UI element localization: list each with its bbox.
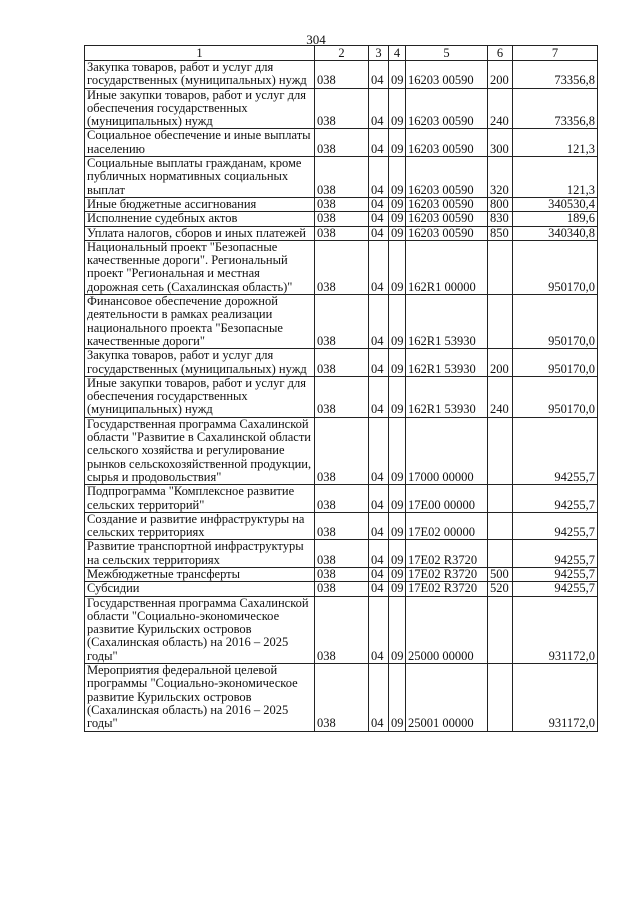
expense-type-cell [488,485,513,513]
target-article-cell: 17Е00 00000 [406,485,488,513]
section-code-cell: 04 [369,197,389,211]
expense-type-cell: 240 [488,376,513,417]
amount-cell: 950170,0 [513,376,598,417]
amount-cell: 94255,7 [513,567,598,581]
target-article-cell: 25000 00000 [406,596,488,663]
target-article-cell: 25001 00000 [406,664,488,731]
row-name-cell: Исполнение судебных актов [85,212,315,226]
target-article-cell: 17Е02 R3720 [406,540,488,568]
row-name-cell: Уплата налогов, сборов и иных платежей [85,226,315,240]
section-code-cell: 04 [369,349,389,377]
row-name-cell: Подпрограмма "Комплексное развитие сельских территорий" [85,485,315,513]
target-article-cell: 162R1 53930 [406,295,488,349]
header-cell: 2 [315,46,369,61]
expense-type-cell [488,240,513,294]
table-row [85,88,598,129]
expense-type-cell: 830 [488,212,513,226]
section-code-cell: 04 [369,567,389,581]
target-article-cell: 17Е02 R3720 [406,582,488,596]
amount-cell: 121,3 [513,157,598,198]
budget-table [84,45,598,732]
expense-type-cell: 300 [488,129,513,157]
row-name-cell: Социальное обеспечение и иные выплаты населению [85,129,315,157]
target-article-cell: 16203 00590 [406,61,488,89]
target-article-cell: 162R1 00000 [406,240,488,294]
table-row [85,212,598,226]
subsection-code-cell: 09 [389,567,406,581]
table-row [85,349,598,377]
section-code-cell: 04 [369,540,389,568]
row-name-cell: Субсидии [85,582,315,596]
target-article-cell: 16203 00590 [406,157,488,198]
table-body [85,61,598,732]
table-row [85,226,598,240]
ministry-code-cell: 038 [315,88,369,129]
subsection-code-cell: 09 [389,596,406,663]
amount-cell: 931172,0 [513,664,598,731]
header-row [85,46,598,61]
section-code-cell: 04 [369,212,389,226]
amount-cell: 950170,0 [513,349,598,377]
subsection-code-cell: 09 [389,88,406,129]
ministry-code-cell: 038 [315,295,369,349]
ministry-code-cell: 038 [315,61,369,89]
row-name-cell: Финансовое обеспечение дорожной деятельности в рамках реализации национального проекта "Безопасные качественные дороги" [85,295,315,349]
subsection-code-cell: 09 [389,376,406,417]
table-row [85,485,598,513]
section-code-cell: 04 [369,240,389,294]
table-row [85,512,598,540]
amount-cell: 73356,8 [513,61,598,89]
amount-cell: 94255,7 [513,417,598,484]
ministry-code-cell: 038 [315,540,369,568]
subsection-code-cell: 09 [389,129,406,157]
target-article-cell: 16203 00590 [406,129,488,157]
subsection-code-cell: 09 [389,197,406,211]
ministry-code-cell: 038 [315,376,369,417]
section-code-cell: 04 [369,88,389,129]
amount-cell: 73356,8 [513,88,598,129]
expense-type-cell [488,596,513,663]
row-name-cell: Иные бюджетные ассигнования [85,197,315,211]
expense-type-cell [488,417,513,484]
section-code-cell: 04 [369,157,389,198]
subsection-code-cell: 09 [389,417,406,484]
table-row [85,197,598,211]
subsection-code-cell: 09 [389,349,406,377]
table-row [85,61,598,89]
section-code-cell: 04 [369,61,389,89]
section-code-cell: 04 [369,129,389,157]
expense-type-cell: 850 [488,226,513,240]
table-row [85,582,598,596]
table-row [85,417,598,484]
subsection-code-cell: 09 [389,582,406,596]
ministry-code-cell: 038 [315,349,369,377]
expense-type-cell: 500 [488,567,513,581]
ministry-code-cell: 038 [315,212,369,226]
row-name-cell: Межбюджетные трансферты [85,567,315,581]
row-name-cell: Национальный проект "Безопасные качественные дороги". Региональный проект "Региональная и местная дорожная сеть (Сахалинская область)" [85,240,315,294]
target-article-cell: 17000 00000 [406,417,488,484]
ministry-code-cell: 038 [315,197,369,211]
subsection-code-cell: 09 [389,240,406,294]
table-row [85,157,598,198]
amount-cell: 340340,8 [513,226,598,240]
row-name-cell: Закупка товаров, работ и услуг для государственных (муниципальных) нужд [85,349,315,377]
subsection-code-cell: 09 [389,157,406,198]
header-cell: 4 [389,46,406,61]
row-name-cell: Создание и развитие инфраструктуры на сельских территориях [85,512,315,540]
amount-cell: 340530,4 [513,197,598,211]
target-article-cell: 16203 00590 [406,88,488,129]
amount-cell: 931172,0 [513,596,598,663]
ministry-code-cell: 038 [315,567,369,581]
row-name-cell: Социальные выплаты гражданам, кроме публичных нормативных социальных выплат [85,157,315,198]
row-name-cell: Развитие транспортной инфраструктуры на сельских территориях [85,540,315,568]
table-row [85,295,598,349]
target-article-cell: 16203 00590 [406,197,488,211]
amount-cell: 94255,7 [513,540,598,568]
header-cell: 7 [513,46,598,61]
target-article-cell: 17Е02 R3720 [406,567,488,581]
subsection-code-cell: 09 [389,61,406,89]
ministry-code-cell: 038 [315,664,369,731]
expense-type-cell: 200 [488,61,513,89]
table-row [85,567,598,581]
ministry-code-cell: 038 [315,157,369,198]
subsection-code-cell: 09 [389,295,406,349]
amount-cell: 950170,0 [513,240,598,294]
row-name-cell: Государственная программа Сахалинской области "Социально-экономическое развитие Курильских островов (Сахалинская область) на 2016 – 2025 годы" [85,596,315,663]
ministry-code-cell: 038 [315,596,369,663]
row-name-cell: Иные закупки товаров, работ и услуг для обеспечения государственных (муниципальных) нужд [85,88,315,129]
amount-cell: 950170,0 [513,295,598,349]
expense-type-cell [488,664,513,731]
subsection-code-cell: 09 [389,485,406,513]
section-code-cell: 04 [369,512,389,540]
expense-type-cell [488,512,513,540]
section-code-cell: 04 [369,582,389,596]
section-code-cell: 04 [369,485,389,513]
table-row [85,664,598,731]
expense-type-cell: 240 [488,88,513,129]
ministry-code-cell: 038 [315,226,369,240]
amount-cell: 121,3 [513,129,598,157]
ministry-code-cell: 038 [315,129,369,157]
row-name-cell: Закупка товаров, работ и услуг для государственных (муниципальных) нужд [85,61,315,89]
subsection-code-cell: 09 [389,512,406,540]
target-article-cell: 162R1 53930 [406,349,488,377]
expense-type-cell: 520 [488,582,513,596]
expense-type-cell: 800 [488,197,513,211]
expense-type-cell [488,295,513,349]
target-article-cell: 162R1 53930 [406,376,488,417]
amount-cell: 94255,7 [513,512,598,540]
subsection-code-cell: 09 [389,226,406,240]
table-row [85,540,598,568]
table-row [85,129,598,157]
expense-type-cell: 320 [488,157,513,198]
subsection-code-cell: 09 [389,664,406,731]
ministry-code-cell: 038 [315,485,369,513]
row-name-cell: Иные закупки товаров, работ и услуг для обеспечения государственных (муниципальных) нужд [85,376,315,417]
section-code-cell: 04 [369,295,389,349]
ministry-code-cell: 038 [315,417,369,484]
subsection-code-cell: 09 [389,540,406,568]
ministry-code-cell: 038 [315,240,369,294]
section-code-cell: 04 [369,376,389,417]
row-name-cell: Мероприятия федеральной целевой программы "Социально-экономическое развитие Курильских островов (Сахалинская область) на 2016 – 2025 годы" [85,664,315,731]
table-row [85,376,598,417]
expense-type-cell [488,540,513,568]
table-row [85,596,598,663]
header-cell: 3 [369,46,389,61]
target-article-cell: 16203 00590 [406,212,488,226]
target-article-cell: 16203 00590 [406,226,488,240]
expense-type-cell: 200 [488,349,513,377]
row-name-cell: Государственная программа Сахалинской области "Развитие в Сахалинской области сельского хозяйства и регулирование рынков сельскохозяйственной продукции, сырья и продовольствия" [85,417,315,484]
amount-cell: 94255,7 [513,582,598,596]
subsection-code-cell: 09 [389,212,406,226]
section-code-cell: 04 [369,596,389,663]
amount-cell: 94255,7 [513,485,598,513]
section-code-cell: 04 [369,417,389,484]
header-cell: 5 [406,46,488,61]
amount-cell: 189,6 [513,212,598,226]
section-code-cell: 04 [369,226,389,240]
ministry-code-cell: 038 [315,582,369,596]
page-number: 304 [306,32,326,47]
target-article-cell: 17Е02 00000 [406,512,488,540]
ministry-code-cell: 038 [315,512,369,540]
header-cell: 6 [488,46,513,61]
header-cell: 1 [85,46,315,61]
section-code-cell: 04 [369,664,389,731]
table-row [85,240,598,294]
